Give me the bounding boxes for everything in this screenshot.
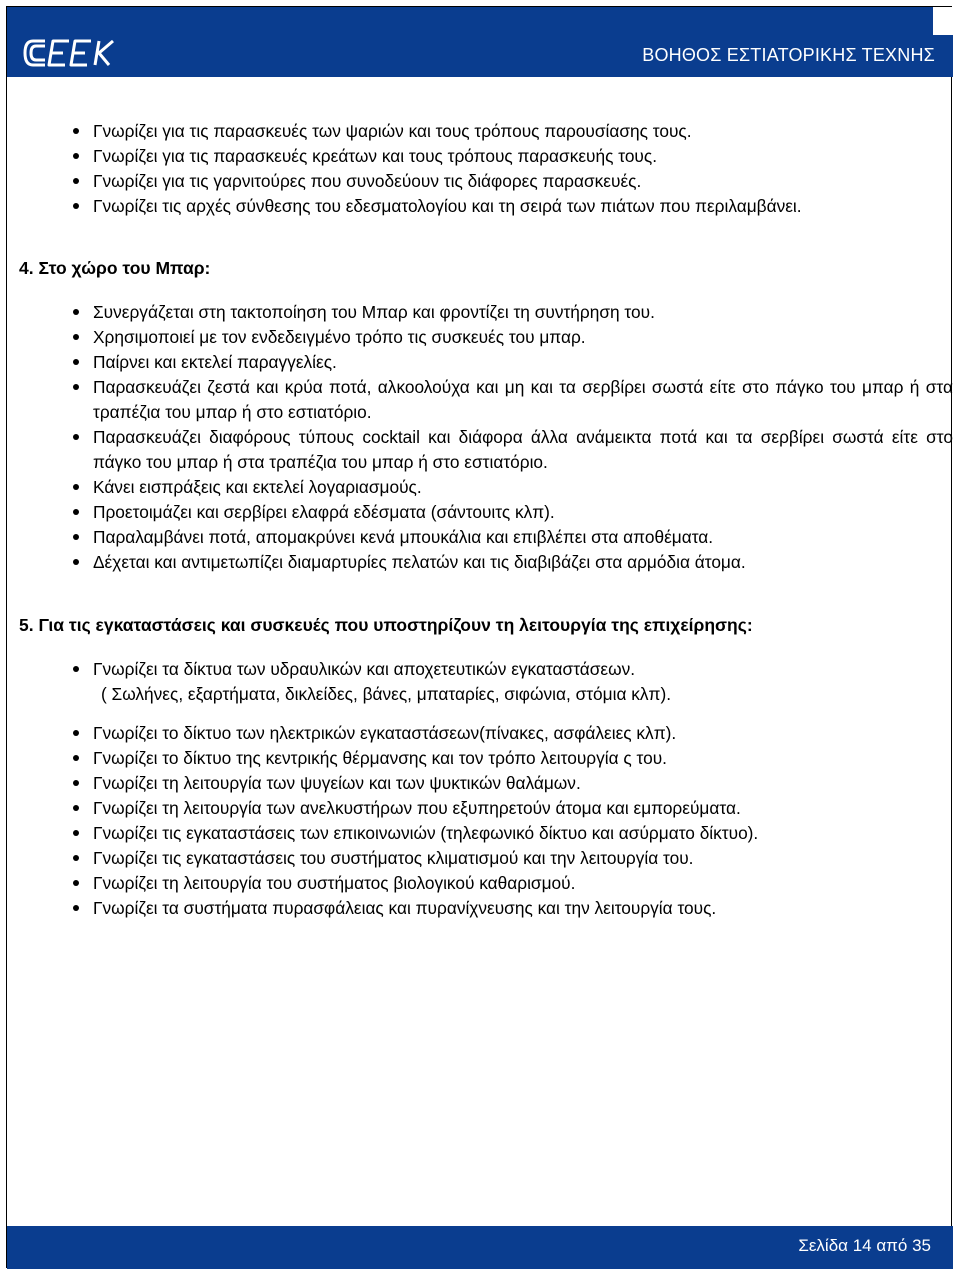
list-item: Προετοιμάζει και σερβίρει ελαφρά εδέσματα (σάντουιτς κλπ). (93, 500, 953, 525)
list-item: Γνωρίζει το δίκτυο των ηλεκτρικών εγκαταστάσεων(πίνακες, ασφάλειες κλπ). (93, 721, 953, 746)
list-item: Παρασκευάζει ζεστά και κρύα ποτά, αλκοολούχα και μη και τα σερβίρει σωστά είτε στο πάγκο του μπαρ ή στα τραπέζια του μπαρ ή στο εστιατόριο. (93, 375, 953, 425)
page (6, 6, 952, 1268)
list-item: Γνωρίζει τη λειτουργία των ψυγείων και των ψυκτικών θαλάμων. (93, 771, 953, 796)
ceek-logo-icon (23, 33, 115, 73)
section-5-heading: 5. Για τις εγκαταστάσεις και συσκευές που υποστηρίζουν τη λειτουργία της επιχείρησης: (19, 615, 753, 635)
list-item: Γνωρίζει τις εγκαταστάσεις των επικοινωνιών (τηλεφωνικό δίκτυο και ασύρματο δίκτυο). (93, 821, 953, 846)
list-item: Παρασκευάζει διαφόρους τύπους cocktail και διάφορα άλλα ανάμεικτα ποτά και τα σερβίρει σωστά είτε στο πάγκο του μπαρ ή στα τραπέζια του μπαρ ή στο εστιατόριο. (93, 425, 953, 475)
list-item: Συνεργάζεται στη τακτοποίηση του Μπαρ και φροντίζει τη συντήρηση του. (93, 300, 953, 325)
list-item: Παίρνει και εκτελεί παραγγελίες. (93, 350, 953, 375)
header-corner-tab (933, 7, 953, 35)
list-item: Γνωρίζει για τις παρασκευές κρεάτων και τους τρόπους παρασκευής τους. (93, 144, 953, 169)
page-number: Σελίδα 14 από 35 (798, 1236, 931, 1255)
list-item: Κάνει εισπράξεις και εκτελεί λογαριασμούς. (93, 475, 953, 500)
list-item: Χρησιμοποιεί με τον ενδεδειγμένο τρόπο τις συσκευές του μπαρ. (93, 325, 953, 350)
list-item: Γνωρίζει τις εγκαταστάσεις του συστήματος κλιματισμού και την λειτουργία του. (93, 846, 953, 871)
section-4-heading: 4. Στο χώρο του Μπαρ: (19, 258, 211, 278)
list-item-detail: ( Σωλήνες, εξαρτήματα, δικλείδες, βάνες, μπαταρίες, σιφώνια, στόμια κλπ). (101, 684, 672, 704)
list-item: Γνωρίζει τη λειτουργία του συστήματος βιολογικού καθαρισμού. (93, 871, 953, 896)
list-item: Γνωρίζει για τις παρασκευές των ψαριών και τους τρόπους παρουσίασης τους. (93, 119, 953, 144)
list-item: Γνωρίζει για τις γαρνιτούρες που συνοδεύουν τις διάφορες παρασκευές. (93, 169, 953, 194)
list-item: Γνωρίζει τη λειτουργία των ανελκυστήρων που εξυπηρετούν άτομα και εμπορεύματα. (93, 796, 953, 821)
list-item: Παραλαμβάνει ποτά, απομακρύνει κενά μπουκάλια και επιβλέπει στα αποθέματα. (93, 525, 953, 550)
list-item: Γνωρίζει το δίκτυο της κεντρικής θέρμανσης και τον τρόπο λειτουργία ς του. (93, 746, 953, 771)
page-footer (7, 1226, 953, 1269)
list-item: Γνωρίζει τις αρχές σύνθεσης του εδεσματολογίου και τη σειρά των πιάτων που περιλαμβάνει. (93, 194, 953, 219)
document-title: ΒΟΗΘΟΣ ΕΣΤΙΑΤΟΡΙΚΗΣ ΤΕΧΝΗΣ (642, 45, 935, 65)
list-item: Γνωρίζει τα συστήματα πυρασφάλειας και πυρανίχνευσης και την λειτουργία τους. (93, 896, 953, 921)
page-header (7, 7, 953, 77)
list-item: Δέχεται και αντιμετωπίζει διαμαρτυρίες πελατών και τις διαβιβάζει στα αρμόδια άτομα. (93, 550, 953, 575)
list-item: Γνωρίζει τα δίκτυα των υδραυλικών και αποχετευτικών εγκαταστάσεων. (93, 657, 953, 682)
